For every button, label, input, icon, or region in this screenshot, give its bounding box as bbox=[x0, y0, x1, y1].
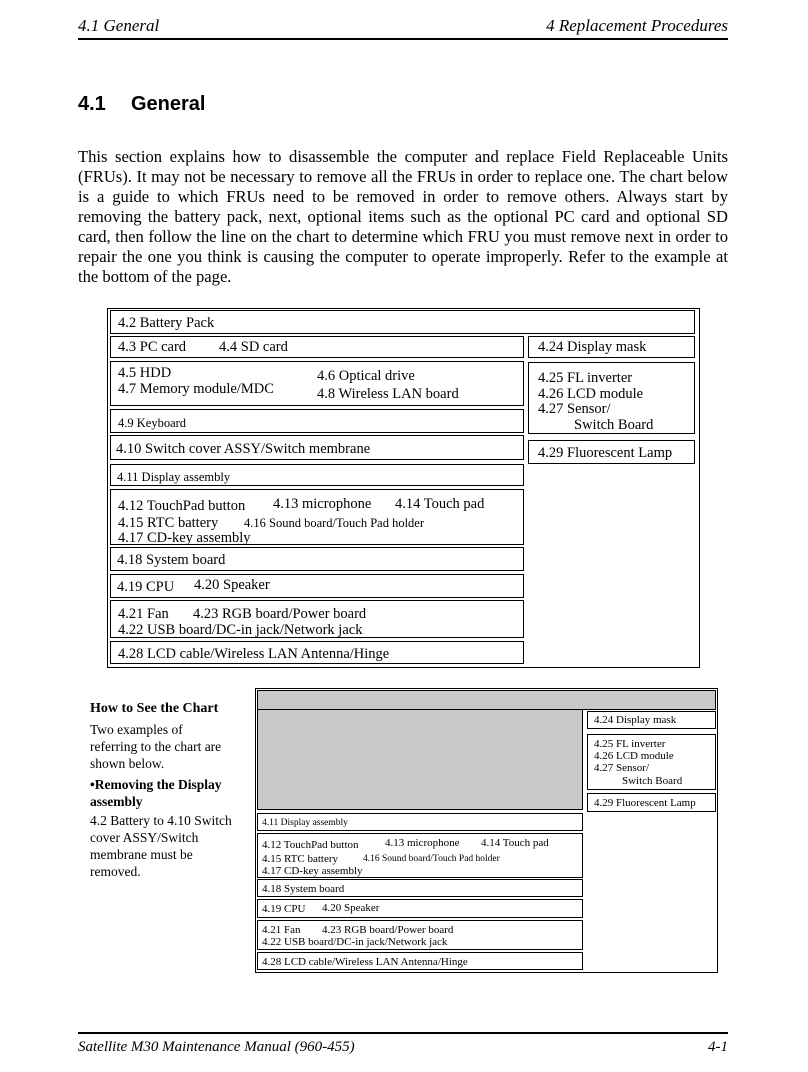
ex-fluorescent-box bbox=[587, 793, 716, 812]
heading-number: 4.1 bbox=[78, 93, 106, 115]
touchpad-group-box bbox=[110, 489, 524, 545]
fl-inverter-label: 4.25 FL inverter bbox=[538, 370, 633, 386]
ex-speaker-label: 4.20 Speaker bbox=[322, 902, 380, 914]
ex-display-assembly-label: 4.11 Display assembly bbox=[262, 818, 348, 828]
rgb-label: 4.23 RGB board/Power board bbox=[193, 606, 367, 622]
ex-rtc-label: 4.15 RTC battery bbox=[262, 853, 339, 865]
usb-label: 4.22 USB board/DC-in jack/Network jack bbox=[118, 622, 363, 638]
speaker-label: 4.20 Speaker bbox=[194, 577, 270, 593]
ex-touchpad-button-label: 4.12 TouchPad button bbox=[262, 839, 359, 851]
wlan-label: 4.8 Wireless LAN board bbox=[317, 386, 459, 402]
page-title bbox=[78, 93, 205, 116]
ex-lcd-cable-box bbox=[257, 952, 583, 970]
keyboard-box bbox=[110, 409, 524, 433]
ex-display-mask-label: 4.24 Display mask bbox=[594, 714, 677, 726]
ex-fan-label: 4.21 Fan bbox=[262, 924, 301, 936]
memory-label: 4.7 Memory module/MDC bbox=[118, 381, 274, 397]
ex-fan-box bbox=[257, 920, 583, 950]
sensor-label: 4.27 Sensor/ bbox=[538, 401, 611, 417]
keyboard-label: 4.9 Keyboard bbox=[118, 416, 187, 430]
system-board-label: 4.18 System board bbox=[117, 552, 226, 568]
sound-board-label: 4.16 Sound board/Touch Pad holder bbox=[244, 516, 425, 530]
lcd-group-box bbox=[528, 362, 695, 434]
rtc-label: 4.15 RTC battery bbox=[118, 515, 219, 531]
ex-lcd-group-box bbox=[587, 734, 716, 790]
display-assembly-label: 4.11 Display assembly bbox=[117, 470, 231, 484]
howto-section bbox=[90, 700, 250, 880]
optical-label: 4.6 Optical drive bbox=[317, 368, 415, 384]
fan-label: 4.21 Fan bbox=[118, 606, 169, 622]
howto-note: 4.2 Battery to 4.10 Switch cover ASSY/Switch membrane must be removed. bbox=[90, 813, 232, 879]
ex-display-assembly-box bbox=[257, 813, 583, 831]
heading-title: General bbox=[131, 93, 206, 115]
cdkey-label: 4.17 CD-key assembly bbox=[118, 530, 251, 546]
ex-microphone-label: 4.13 microphone bbox=[385, 837, 460, 849]
ex-rgb-label: 4.23 RGB board/Power board bbox=[322, 924, 454, 936]
ex-touchpad-group-box bbox=[257, 833, 583, 878]
ex-cpu-label: 4.19 CPU bbox=[262, 903, 306, 915]
header-section: 4.1 General bbox=[78, 16, 160, 35]
display-mask-box bbox=[528, 336, 695, 358]
ex-sensor-label: 4.27 Sensor/ bbox=[594, 762, 649, 774]
cpu-box bbox=[110, 574, 524, 598]
ex-switch-board-label: Switch Board bbox=[622, 775, 683, 787]
ex-display-mask-box bbox=[587, 711, 716, 729]
cpu-label: 4.19 CPU bbox=[117, 579, 175, 595]
display-mask-label: 4.24 Display mask bbox=[538, 339, 647, 355]
header-chapter: 4 Replacement Procedures bbox=[546, 16, 728, 35]
fluorescent-label: 4.29 Fluorescent Lamp bbox=[538, 445, 673, 461]
switch-board-label: Switch Board bbox=[574, 417, 654, 433]
switch-cover-box bbox=[110, 435, 524, 460]
ex-lcd-cable-label: 4.28 LCD cable/Wireless LAN Antenna/Hinge bbox=[262, 956, 468, 968]
hdd-label: 4.5 HDD bbox=[118, 365, 172, 381]
fan-box bbox=[110, 600, 524, 638]
footer-manual: Satellite M30 Maintenance Manual (960-455) bbox=[78, 1039, 355, 1055]
battery-label: 4.2 Battery Pack bbox=[118, 315, 215, 331]
switch-cover-label: 4.10 Switch cover ASSY/Switch membrane bbox=[116, 441, 371, 457]
ex-sound-board-label: 4.16 Sound board/Touch Pad holder bbox=[363, 854, 500, 864]
pc-card-label: 4.3 PC card bbox=[118, 339, 187, 355]
lcd-cable-box bbox=[110, 641, 524, 664]
lcd-module-label: 4.26 LCD module bbox=[538, 386, 644, 402]
example-shade-left bbox=[257, 709, 583, 810]
system-board-box bbox=[110, 547, 524, 571]
ex-fluorescent-label: 4.29 Fluorescent Lamp bbox=[594, 797, 696, 809]
touchpad-button-label: 4.12 TouchPad button bbox=[118, 498, 246, 514]
display-assembly-box bbox=[110, 464, 524, 486]
fluorescent-box bbox=[528, 440, 695, 464]
example-shade-top bbox=[257, 690, 716, 710]
howto-title: How to See the Chart bbox=[90, 701, 219, 716]
howto-text: Two examples of referring to the chart are shown below. bbox=[90, 722, 222, 771]
ex-system-board-label: 4.18 System board bbox=[262, 883, 345, 895]
drives-box bbox=[110, 361, 524, 406]
howto-bullet: •Removing the Display assembly bbox=[90, 777, 222, 809]
footer-rule bbox=[78, 1032, 728, 1034]
header-rule bbox=[78, 38, 728, 40]
ex-touch-pad-label: 4.14 Touch pad bbox=[481, 837, 549, 849]
microphone-label: 4.13 microphone bbox=[273, 496, 372, 512]
ex-lcd-module-label: 4.26 LCD module bbox=[594, 750, 674, 762]
ex-usb-label: 4.22 USB board/DC-in jack/Network jack bbox=[262, 936, 448, 948]
ex-fl-inverter-label: 4.25 FL inverter bbox=[594, 738, 666, 750]
touch-pad-label: 4.14 Touch pad bbox=[395, 496, 485, 512]
sd-card-label: 4.4 SD card bbox=[219, 339, 288, 355]
ex-system-board-box bbox=[257, 879, 583, 897]
ex-cpu-box bbox=[257, 899, 583, 918]
lcd-cable-label: 4.28 LCD cable/Wireless LAN Antenna/Hinge bbox=[118, 646, 390, 662]
ex-cdkey-label: 4.17 CD-key assembly bbox=[262, 865, 363, 877]
intro-paragraph: This section explains how to disassemble the computer and replace Field Replaceable Units (FRUs). It may not be necessary to remove all the FRUs in order to replace one. The chart below is a guide to which FRUs need to be removed in order to remove others. Always start by removing the battery pack, next, optional items such as the optional PC card and optional SD card, then follow the line on the chart to determine which FRU you must remove next in order to repair the one you think is causing the computer to operate improperly. Refer to the example at the bottom of the page. bbox=[78, 147, 728, 286]
battery-box bbox=[110, 310, 695, 334]
cards-box bbox=[110, 336, 524, 358]
footer-page-number: 4-1 bbox=[708, 1039, 728, 1055]
